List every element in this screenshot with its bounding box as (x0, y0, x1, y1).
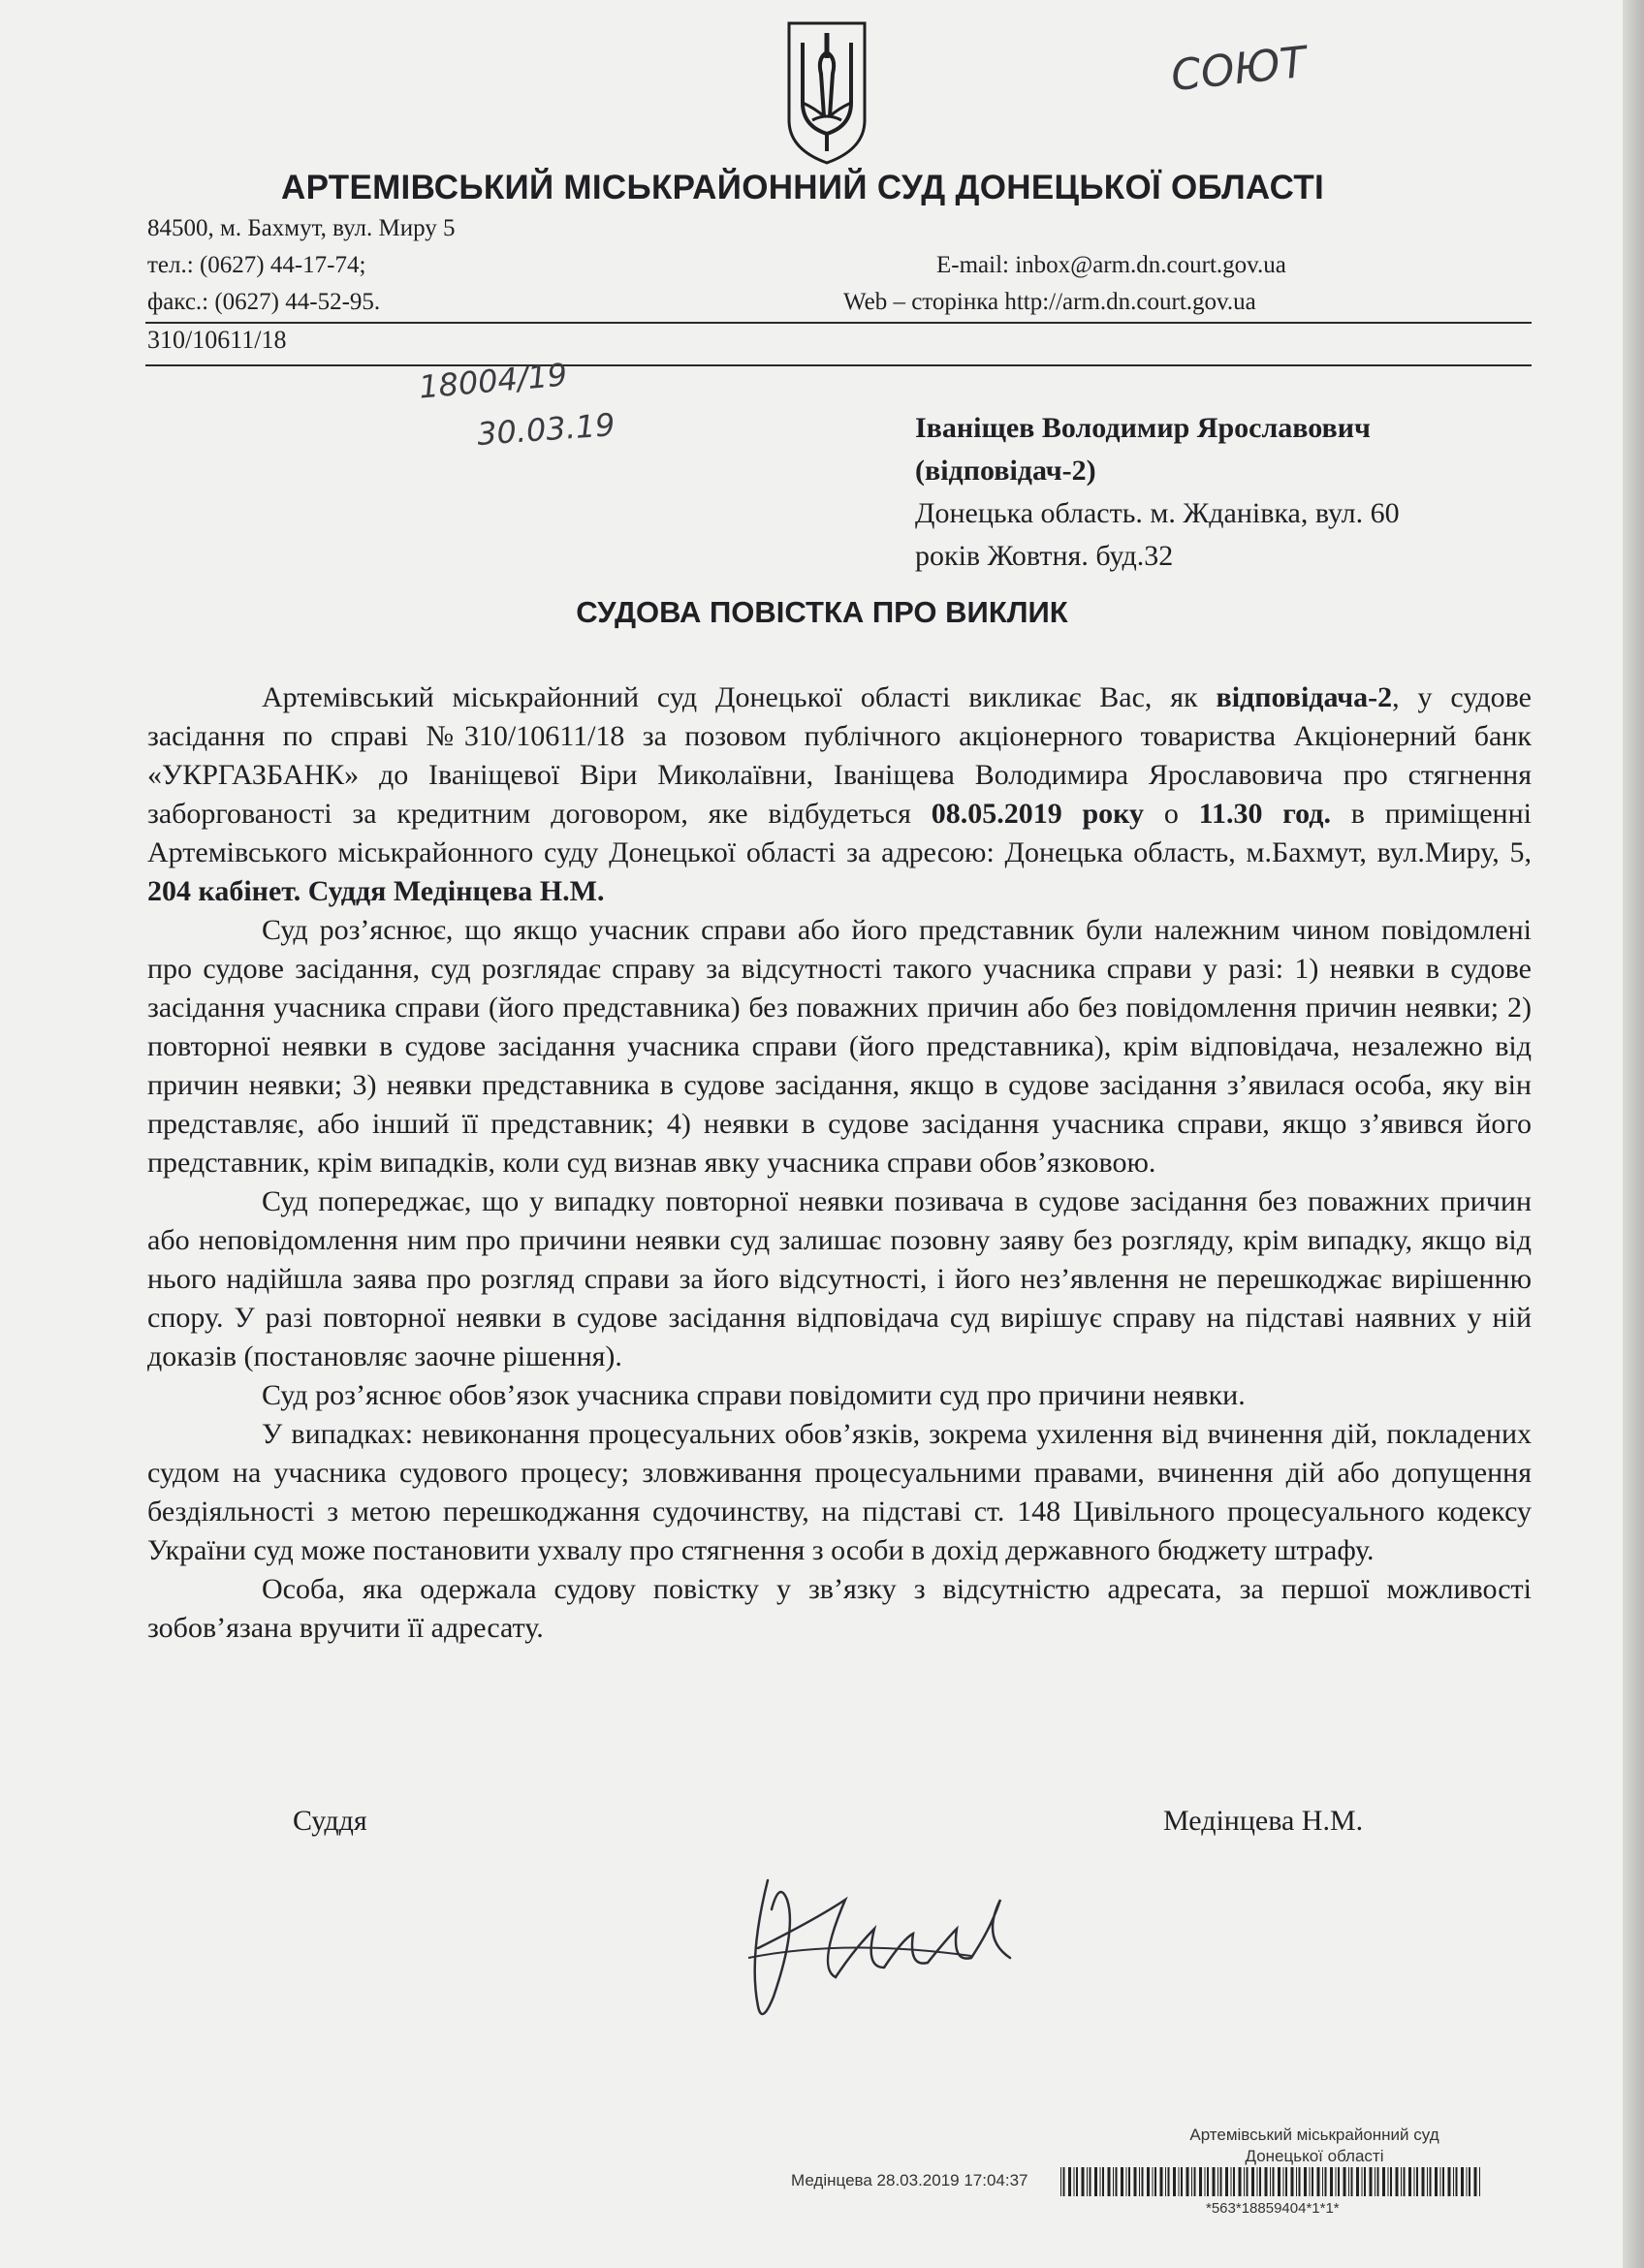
header-divider (145, 322, 1532, 324)
scan-edge (1623, 0, 1644, 2268)
barcode-icon (1059, 2165, 1485, 2198)
body-paragraph-3: Суд попереджає, що у випадку повторної неявки позивача в судове засідання без поважних причин або неповідомлення ним про причини неявки суд залишає позовну заяву без розгляду, крім випадку, якщо від нього надійшла заява про розгляд справи за його відсутності, і його нез’явлення не перешкоджає вирішенню спору. У разі повторної неявки в судове засідання відповідача суд вирішує справу на підставі наявних у ній доказів (постановляє заочне рішення). (147, 1185, 1532, 1372)
registration-date: 30.03.19 (475, 406, 616, 453)
summons-body (147, 678, 1532, 1648)
body-paragraph-4: Суд роз’яснює обов’язок учасника справи повідомити суд про причини неявки. (262, 1379, 1246, 1411)
header-divider-bottom (145, 364, 1532, 366)
court-phone: тел.: (0627) 44-17-74; (147, 252, 366, 278)
body-paragraph-6: Особа, яка одержала судову повістку у зв’язку з відсутністю адресата, за першої можливості зобов’язана вручити її адресату. (147, 1573, 1532, 1644)
judge-name: Медінцева Н.М. (1163, 1805, 1364, 1837)
court-email: E-mail: inbox@arm.dn.court.gov.ua (936, 252, 1286, 278)
document-title: СУДОВА ПОВІСТКА ПРО ВИКЛИК (576, 595, 1068, 629)
e-stamp-signer: Медінцева 28.03.2019 17:04:37 (791, 2171, 1028, 2189)
court-address: 84500, м. Бахмут, вул. Миру 5 (147, 215, 456, 241)
recipient-address-line2: років Жовтня. буд.32 (915, 540, 1174, 572)
body-paragraph-1: Артемівський міськрайонний суд Донецької області викликає Вас, як відповідача-2, у судове засідання по справі №310/10611/18 за позовом публічного акціонерного товариства Акціонерний банк «УКРГАЗБАНК» до Іваніщевої Віри Миколаївни, Іваніщева Володимира Ярославовича про стягнення заборгованості за кредитним договором, яке відбудеться 08.05.2019 року о 11.30 год. в приміщенні Артемівського міськрайонного суду Донецької області за адресою: Донецька область, м.Бахмут, вул.Миру, 5, 204 кабінет. Суддя Медінцева Н.М. (147, 681, 1532, 907)
court-website: Web – сторінка http://arm.dn.court.gov.ua (843, 289, 1256, 315)
coat-of-arms-icon (783, 19, 870, 167)
case-number: 310/10611/18 (147, 326, 287, 354)
recipient-name: Іваніщев Володимир Ярославович (915, 412, 1371, 444)
recipient-address-line1: Донецька область. м. Жданівка, вул. 60 (915, 497, 1400, 529)
court-fax: факс.: (0627) 44-52-95. (147, 289, 381, 315)
court-name: АРТЕМІВСЬКИЙ МІСЬКРАЙОННИЙ СУД ДОНЕЦЬКОЇ ОБЛАСТІ (281, 169, 1325, 206)
recipient-block (915, 407, 1535, 578)
barcode-number: *563*18859404*1*1* (1206, 2200, 1340, 2217)
handwritten-note: СОЮТ (1168, 37, 1310, 102)
e-stamp-court: Артемівський міськрайонний суд Донецької області (1189, 2126, 1439, 2165)
body-paragraph-2: Суд роз’яснює, що якщо учасник справи або його представник були належним чином повідомлені про судове засідання, суд розглядає справу за відсутності такого учасника справи у разі: 1) неявки в судове засідання учасника справи (його представника) без поважних причин або без повідомлення причин неявки; 2) повторної неявки в судове засідання учасника справи (його представника), крім відповідача, незалежно від причин неявки; 3) неявки представника в судове засідання, якщо в судове засідання з’явилася особа, яку він представляє, або інший її представник; 4) неявки в судове засідання учасника справи, якщо з’явився його представник, крім випадків, коли суд визнав явку учасника справи обов’язковою. (147, 914, 1532, 1179)
recipient-role: (відповідач-2) (915, 455, 1096, 487)
judge-label: Суддя (293, 1805, 367, 1837)
signature-icon (729, 1842, 1049, 2035)
body-paragraph-5: У випадках: невиконання процесуальних обов’язків, зокрема ухилення від вчинення дій, покладених судом на учасника судового процесу; зловживання процесуальними правами, вчинення дій або допущення бездіяльності з метою перешкоджання судочинству, на підставі ст. 148 Цивільного процесуального кодексу України суд може постановити ухвалу про стягнення з особи в дохід державного бюджету штрафу. (147, 1418, 1532, 1566)
registration-number: 18004/19 (417, 356, 569, 406)
